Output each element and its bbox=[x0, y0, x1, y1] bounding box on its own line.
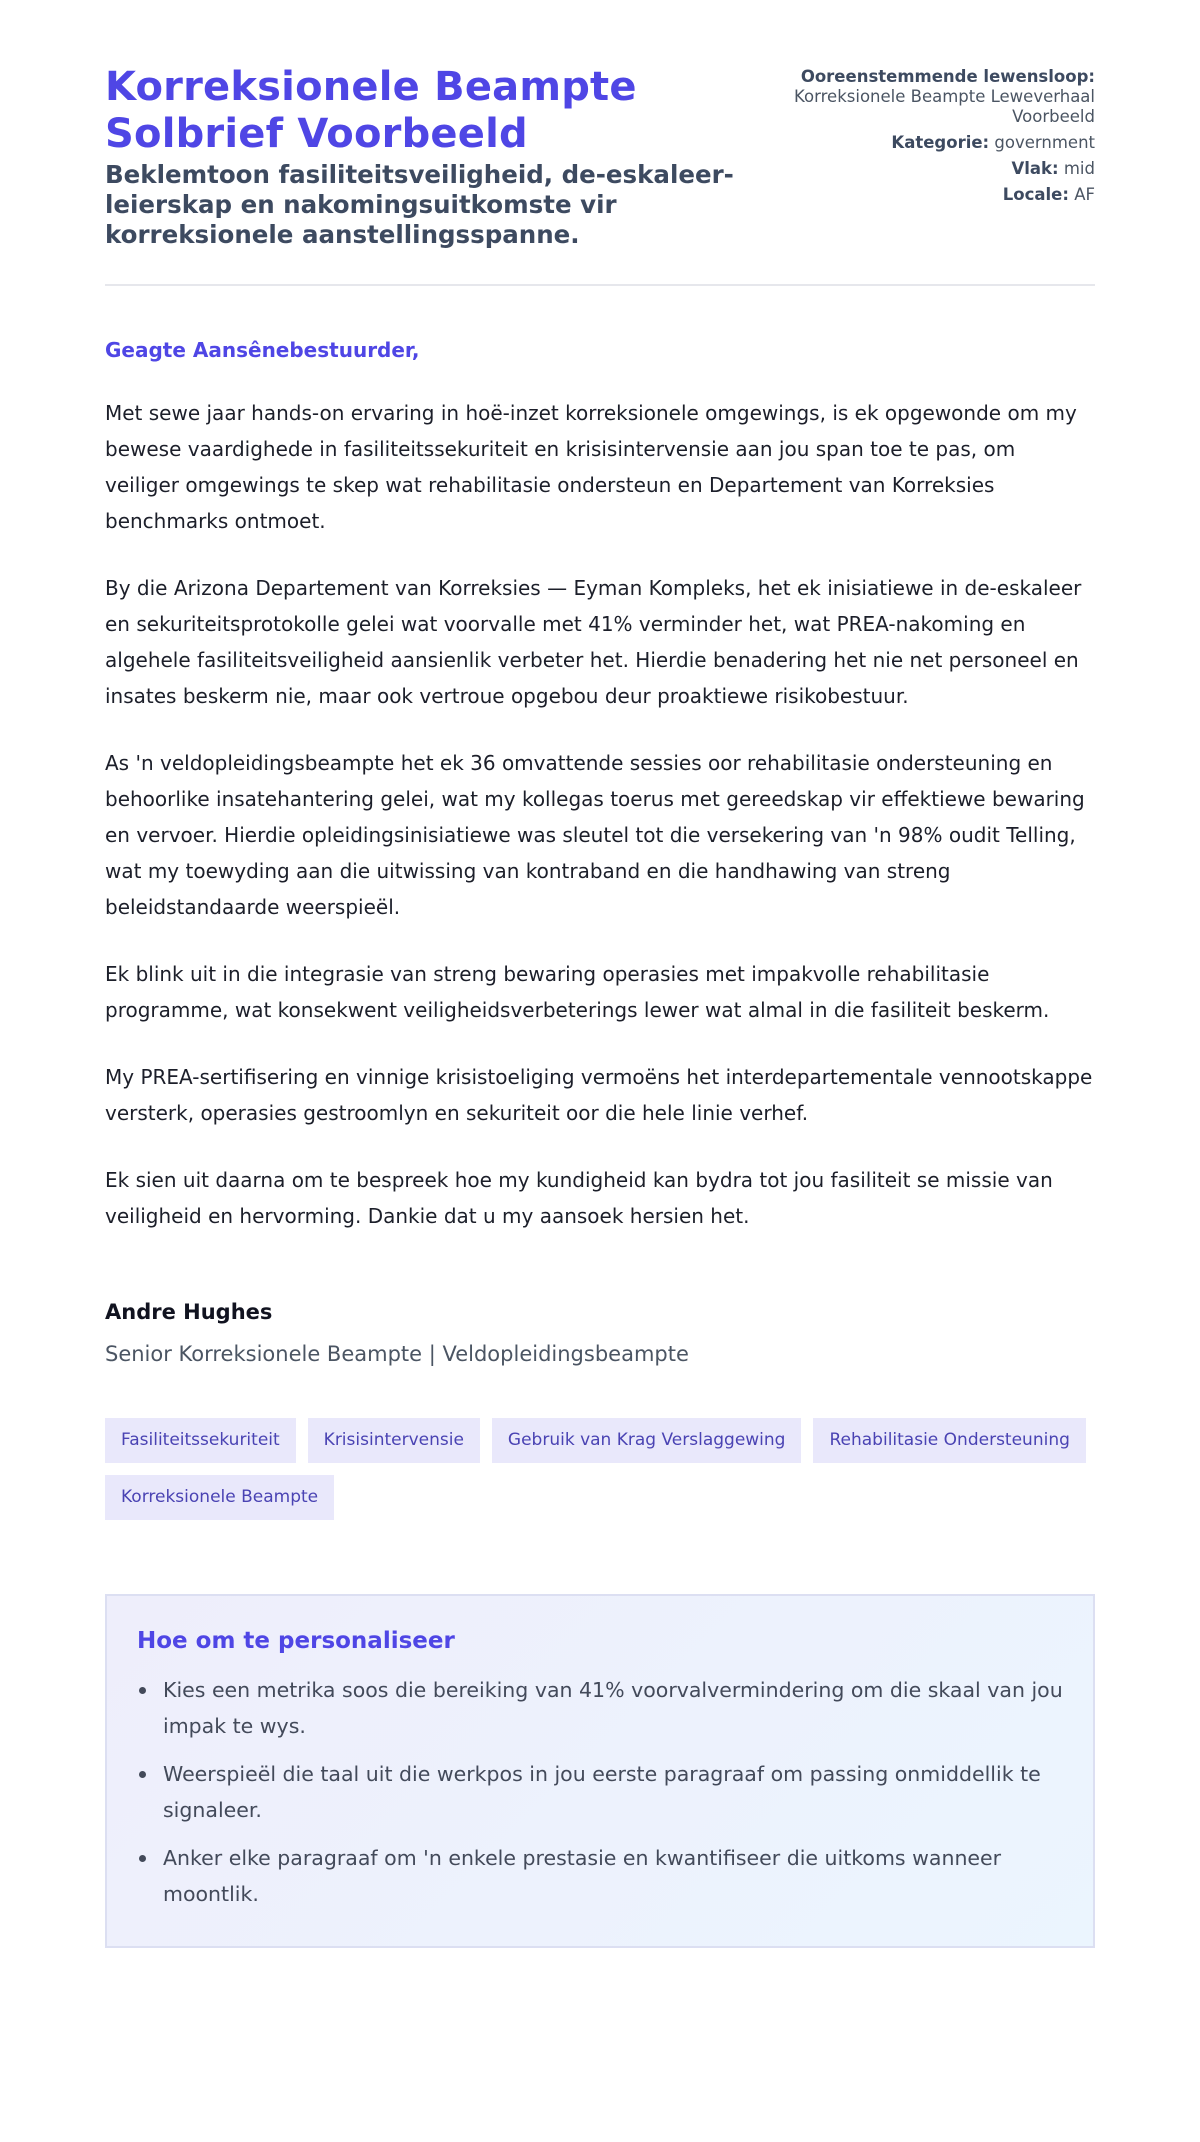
skill-tags bbox=[105, 1418, 1095, 1520]
tips-item bbox=[137, 1840, 1063, 1912]
signature-name: Andre Hughes bbox=[105, 1300, 273, 1324]
tips-title: Hoe om te personaliseer bbox=[137, 1628, 455, 1654]
meta-panel bbox=[785, 64, 1095, 211]
letter-paragraph: As 'n veldopleidingsbeampte het ek 36 omvattende sessies oor rehabilitasie ondersteuning en behoorlike insatehantering gelei, wat my kollegas toerus met gereedskap vir effektiewe bewaring en vervoer. Hierdie opleidingsinisiatiewe was sleutel tot die versekering van 'n 98% oudit Telling, wat my toewyding aan die uitwissing van kontraband en die handhawing van streng beleidstandaarde weerspieël. bbox=[105, 751, 1085, 919]
bullet-icon bbox=[139, 1687, 146, 1694]
meta-value: government bbox=[994, 133, 1095, 152]
meta-label: Kategorie: bbox=[891, 133, 990, 152]
header-titles bbox=[105, 64, 765, 250]
tips-item bbox=[137, 1672, 1063, 1744]
meta-label: Ooreenstemmende lewensloop: bbox=[800, 67, 1095, 86]
meta-value: AF bbox=[1074, 185, 1095, 204]
bullet-icon bbox=[139, 1771, 146, 1778]
personalize-tips-box bbox=[105, 1594, 1095, 1948]
salutation: Geagte Aansênebestuurder, bbox=[105, 338, 420, 362]
meta-category bbox=[785, 133, 1095, 153]
letter-paragraph: Met sewe jaar hands-on ervaring in hoë-inzet korreksionele omgewings, is ek opgewonde om my bewese vaardighede in fasiliteitssekuriteit en krisisintervensie aan jou span toe te pas, om veiliger omgewings te skep wat rehabilitasie ondersteun en Departement van Korreksies benchmarks ontmoet. bbox=[105, 401, 1077, 533]
meta-value: Korreksionele Beampte Leweverhaal Voorbeeld bbox=[794, 87, 1095, 126]
tag-correctional-officer: Korreksionele Beampte bbox=[105, 1475, 334, 1520]
meta-label: Locale: bbox=[1002, 185, 1069, 204]
page-subtitle: Beklemtoon fasiliteitsveiligheid, de-eskaleer-leierskap en nakomingsuitkomste vir korreksionele aanstellingsspanne. bbox=[105, 160, 734, 249]
tips-list bbox=[137, 1672, 1063, 1912]
tag-facility-security: Fasiliteitssekuriteit bbox=[105, 1418, 296, 1463]
tips-item-text: Kies een metrika soos die bereiking van 41% voorvalvermindering om die skaal van jou impak te wys. bbox=[163, 1678, 1063, 1738]
tips-item-text: Weerspieël die taal uit die werkpos in jou eerste paragraaf om passing onmiddellik te signaleer. bbox=[163, 1762, 1041, 1822]
signature-block bbox=[105, 1298, 1095, 1368]
meta-label: Vlak: bbox=[1011, 159, 1059, 178]
page-header bbox=[105, 64, 1095, 286]
page-title: Korreksionele Beampte Solbrief Voorbeeld bbox=[105, 64, 637, 157]
letter-body bbox=[105, 336, 1095, 1368]
tag-use-of-force-reporting: Gebruik van Krag Verslaggewing bbox=[492, 1418, 802, 1463]
tag-rehabilitation-support: Rehabilitasie Ondersteuning bbox=[813, 1418, 1085, 1463]
bullet-icon bbox=[139, 1855, 146, 1862]
tips-item-text: Anker elke paragraaf om 'n enkele prestasie en kwantifiseer die uitkoms wanneer moontlik. bbox=[163, 1846, 1002, 1906]
meta-matching-resume bbox=[785, 67, 1095, 127]
letter-paragraph: Ek sien uit daarna om te bespreek hoe my kundigheid kan bydra tot jou fasiliteit se missie van veiligheid en hervorming. Dankie dat u my aansoek hersien het. bbox=[105, 1168, 1053, 1228]
tips-item bbox=[137, 1756, 1063, 1828]
letter-paragraph: My PREA-sertifisering en vinnige krisistoeliging vermoëns het interdepartementale vennootskappe versterk, operasies gestroomlyn en sekuriteit oor die hele linie verhef. bbox=[105, 1065, 1093, 1125]
signature-title: Senior Korreksionele Beampte | Veldopleidingsbeampte bbox=[105, 1342, 689, 1366]
cover-letter-page bbox=[105, 0, 1095, 2006]
tag-crisis-intervention: Krisisintervensie bbox=[308, 1418, 480, 1463]
meta-value: mid bbox=[1063, 159, 1095, 178]
meta-level bbox=[785, 159, 1095, 179]
meta-locale bbox=[785, 185, 1095, 205]
letter-paragraph: Ek blink uit in die integrasie van streng bewaring operasies met impakvolle rehabilitasie programme, wat konsekwent veiligheidsverbeterings lewer wat almal in die fasiliteit beskerm. bbox=[105, 962, 1050, 1022]
letter-paragraph: By die Arizona Departement van Korreksies — Eyman Kompleks, het ek inisiatiewe in de-eskaleer en sekuriteitsprotokolle gelei wat voorvalle met 41% verminder het, wat PREA-nakoming en algehele fasiliteitsveiligheid aansienlik verbeter het. Hierdie benadering het nie net personeel en insates beskerm nie, maar ook vertroue opgebou deur proaktiewe risikobestuur. bbox=[105, 576, 1082, 708]
